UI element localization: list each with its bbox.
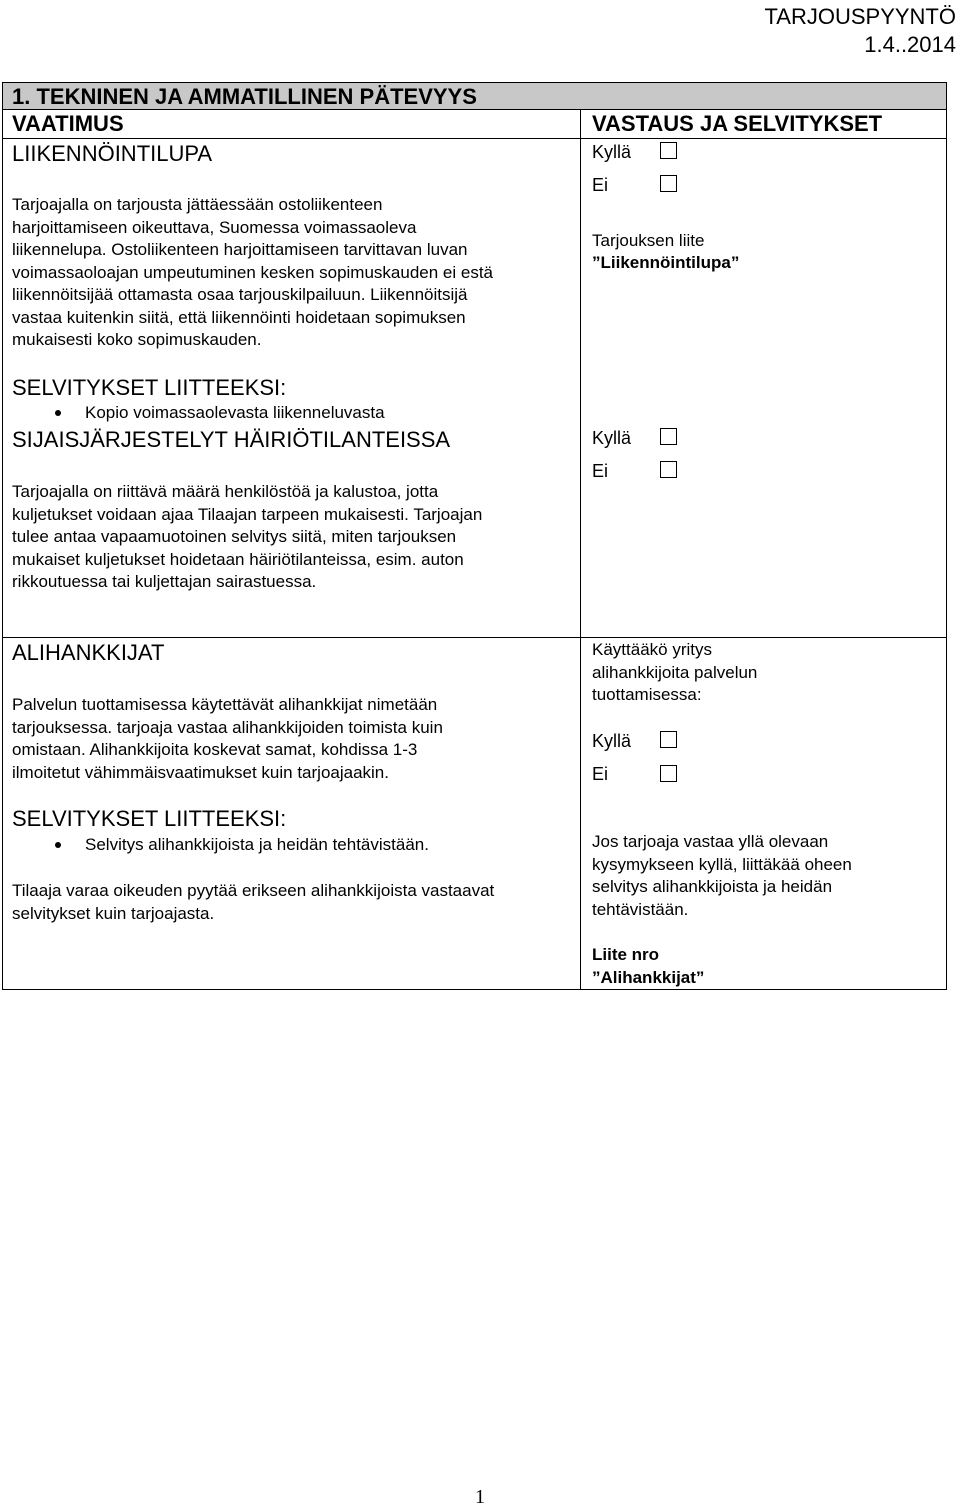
row3-attachment-label: Liite nro bbox=[592, 945, 660, 964]
table-rule bbox=[2, 138, 947, 139]
row3-attachment-item: Selvitys alihankkijoista ja heidän tehtävistään. bbox=[85, 835, 429, 854]
page-number: 1 bbox=[475, 1486, 485, 1508]
row2-yes-label: Kyllä bbox=[592, 428, 632, 448]
row1-no-checkbox[interactable] bbox=[660, 175, 677, 192]
row3-question: Käyttääkö yritys alihankkijoita palvelun tuottamisessa: bbox=[592, 640, 758, 704]
row2-body: Tarjoajalla on riittävä määrä henkilöstöä ja kalustoa, jotta kuljetukset voidaan ajaa Tilaajan tarpeen mukaisesti. Tarjoajan tulee antaa vapaamuotoinen selvitys siitä, miten tarjouksen mukaiset kuljetukset hoidetaan häiriötilanteissa, esim. auton rikkoutuessa tai kuljettajan sairastuessa. bbox=[12, 482, 483, 591]
row3-no-label: Ei bbox=[592, 764, 609, 784]
row1-attachment-name: ”Liikennöintilupa” bbox=[592, 253, 740, 272]
row3-yes-checkbox[interactable] bbox=[660, 731, 677, 748]
bullet-icon bbox=[55, 410, 61, 416]
row2-no-checkbox[interactable] bbox=[660, 461, 677, 478]
row1-yes-checkbox[interactable] bbox=[660, 142, 677, 159]
table-column-divider bbox=[580, 109, 581, 989]
document-header bbox=[764, 3, 956, 59]
bullet-icon bbox=[55, 842, 61, 848]
row2-no-label: Ei bbox=[592, 461, 609, 481]
column-header-requirement: VAATIMUS bbox=[12, 111, 124, 136]
row3-yes-label: Kyllä bbox=[592, 731, 632, 751]
row2-yes-checkbox[interactable] bbox=[660, 428, 677, 445]
row1-heading: LIIKENNÖINTILUPA bbox=[12, 141, 213, 166]
row1-attachments-heading: SELVITYKSET LIITTEEKSI: bbox=[12, 375, 287, 400]
row1-attachment-label: Tarjouksen liite bbox=[592, 231, 705, 250]
row1-attachment-item: Kopio voimassaolevasta liikenneluvasta bbox=[85, 403, 385, 422]
row2-heading: SIJAISJÄRJESTELYT HÄIRIÖTILANTEISSA bbox=[12, 427, 451, 452]
table-border-right bbox=[946, 82, 947, 990]
row1-no-label: Ei bbox=[592, 175, 609, 195]
row3-attachment-name: ”Alihankkijat” bbox=[592, 968, 705, 987]
document-date: 1.4..2014 bbox=[864, 32, 956, 57]
column-header-response: VASTAUS JA SELVITYKSET bbox=[592, 111, 883, 136]
table-rule bbox=[2, 637, 947, 638]
table-border-left bbox=[2, 82, 3, 990]
row3-note: Tilaaja varaa oikeuden pyytää erikseen alihankkijoista vastaavat selvitykset kuin tarjoajasta. bbox=[12, 881, 495, 923]
row3-instruction: Jos tarjoaja vastaa yllä olevaan kysymykseen kyllä, liittäkää oheen selvitys alihankkijoista ja heidän tehtävistään. bbox=[592, 832, 852, 919]
row1-yes-label: Kyllä bbox=[592, 142, 632, 162]
row3-heading: ALIHANKKIJAT bbox=[12, 640, 165, 665]
row1-body: Tarjoajalla on tarjousta jättäessään ostoliikenteen harjoittamiseen oikeuttava, Suomessa voimassaoleva liikennelupa. Ostoliikenteen harjoittamiseen tarvittavan luvan voimassaoloajan umpeutuminen kesken sopimuskauden ei estä liikennöitsijää ottamasta osaa tarjouskilpailuun. Liikennöitsijä vastaa kuitenkin siitä, että liikennöinti hoidetaan sopimuksen mukaisesti koko sopimuskauden. bbox=[12, 195, 494, 349]
document-type: TARJOUSPYYNTÖ bbox=[764, 4, 956, 29]
row3-body: Palvelun tuottamisessa käytettävät alihankkijat nimetään tarjouksessa. tarjoaja vastaa alihankkijoiden toimista kuin omistaan. Alihankkijoita koskevat samat, kohdissa 1-3 ilmoitetut vähimmäisvaatimukset kuin tarjoajaakin. bbox=[12, 695, 443, 782]
table-border-bottom bbox=[2, 989, 947, 990]
row3-attachments-heading: SELVITYKSET LIITTEEKSI: bbox=[12, 806, 287, 831]
row3-no-checkbox[interactable] bbox=[660, 765, 677, 782]
section-title: 1. TEKNINEN JA AMMATILLINEN PÄTEVYYS bbox=[12, 84, 477, 109]
